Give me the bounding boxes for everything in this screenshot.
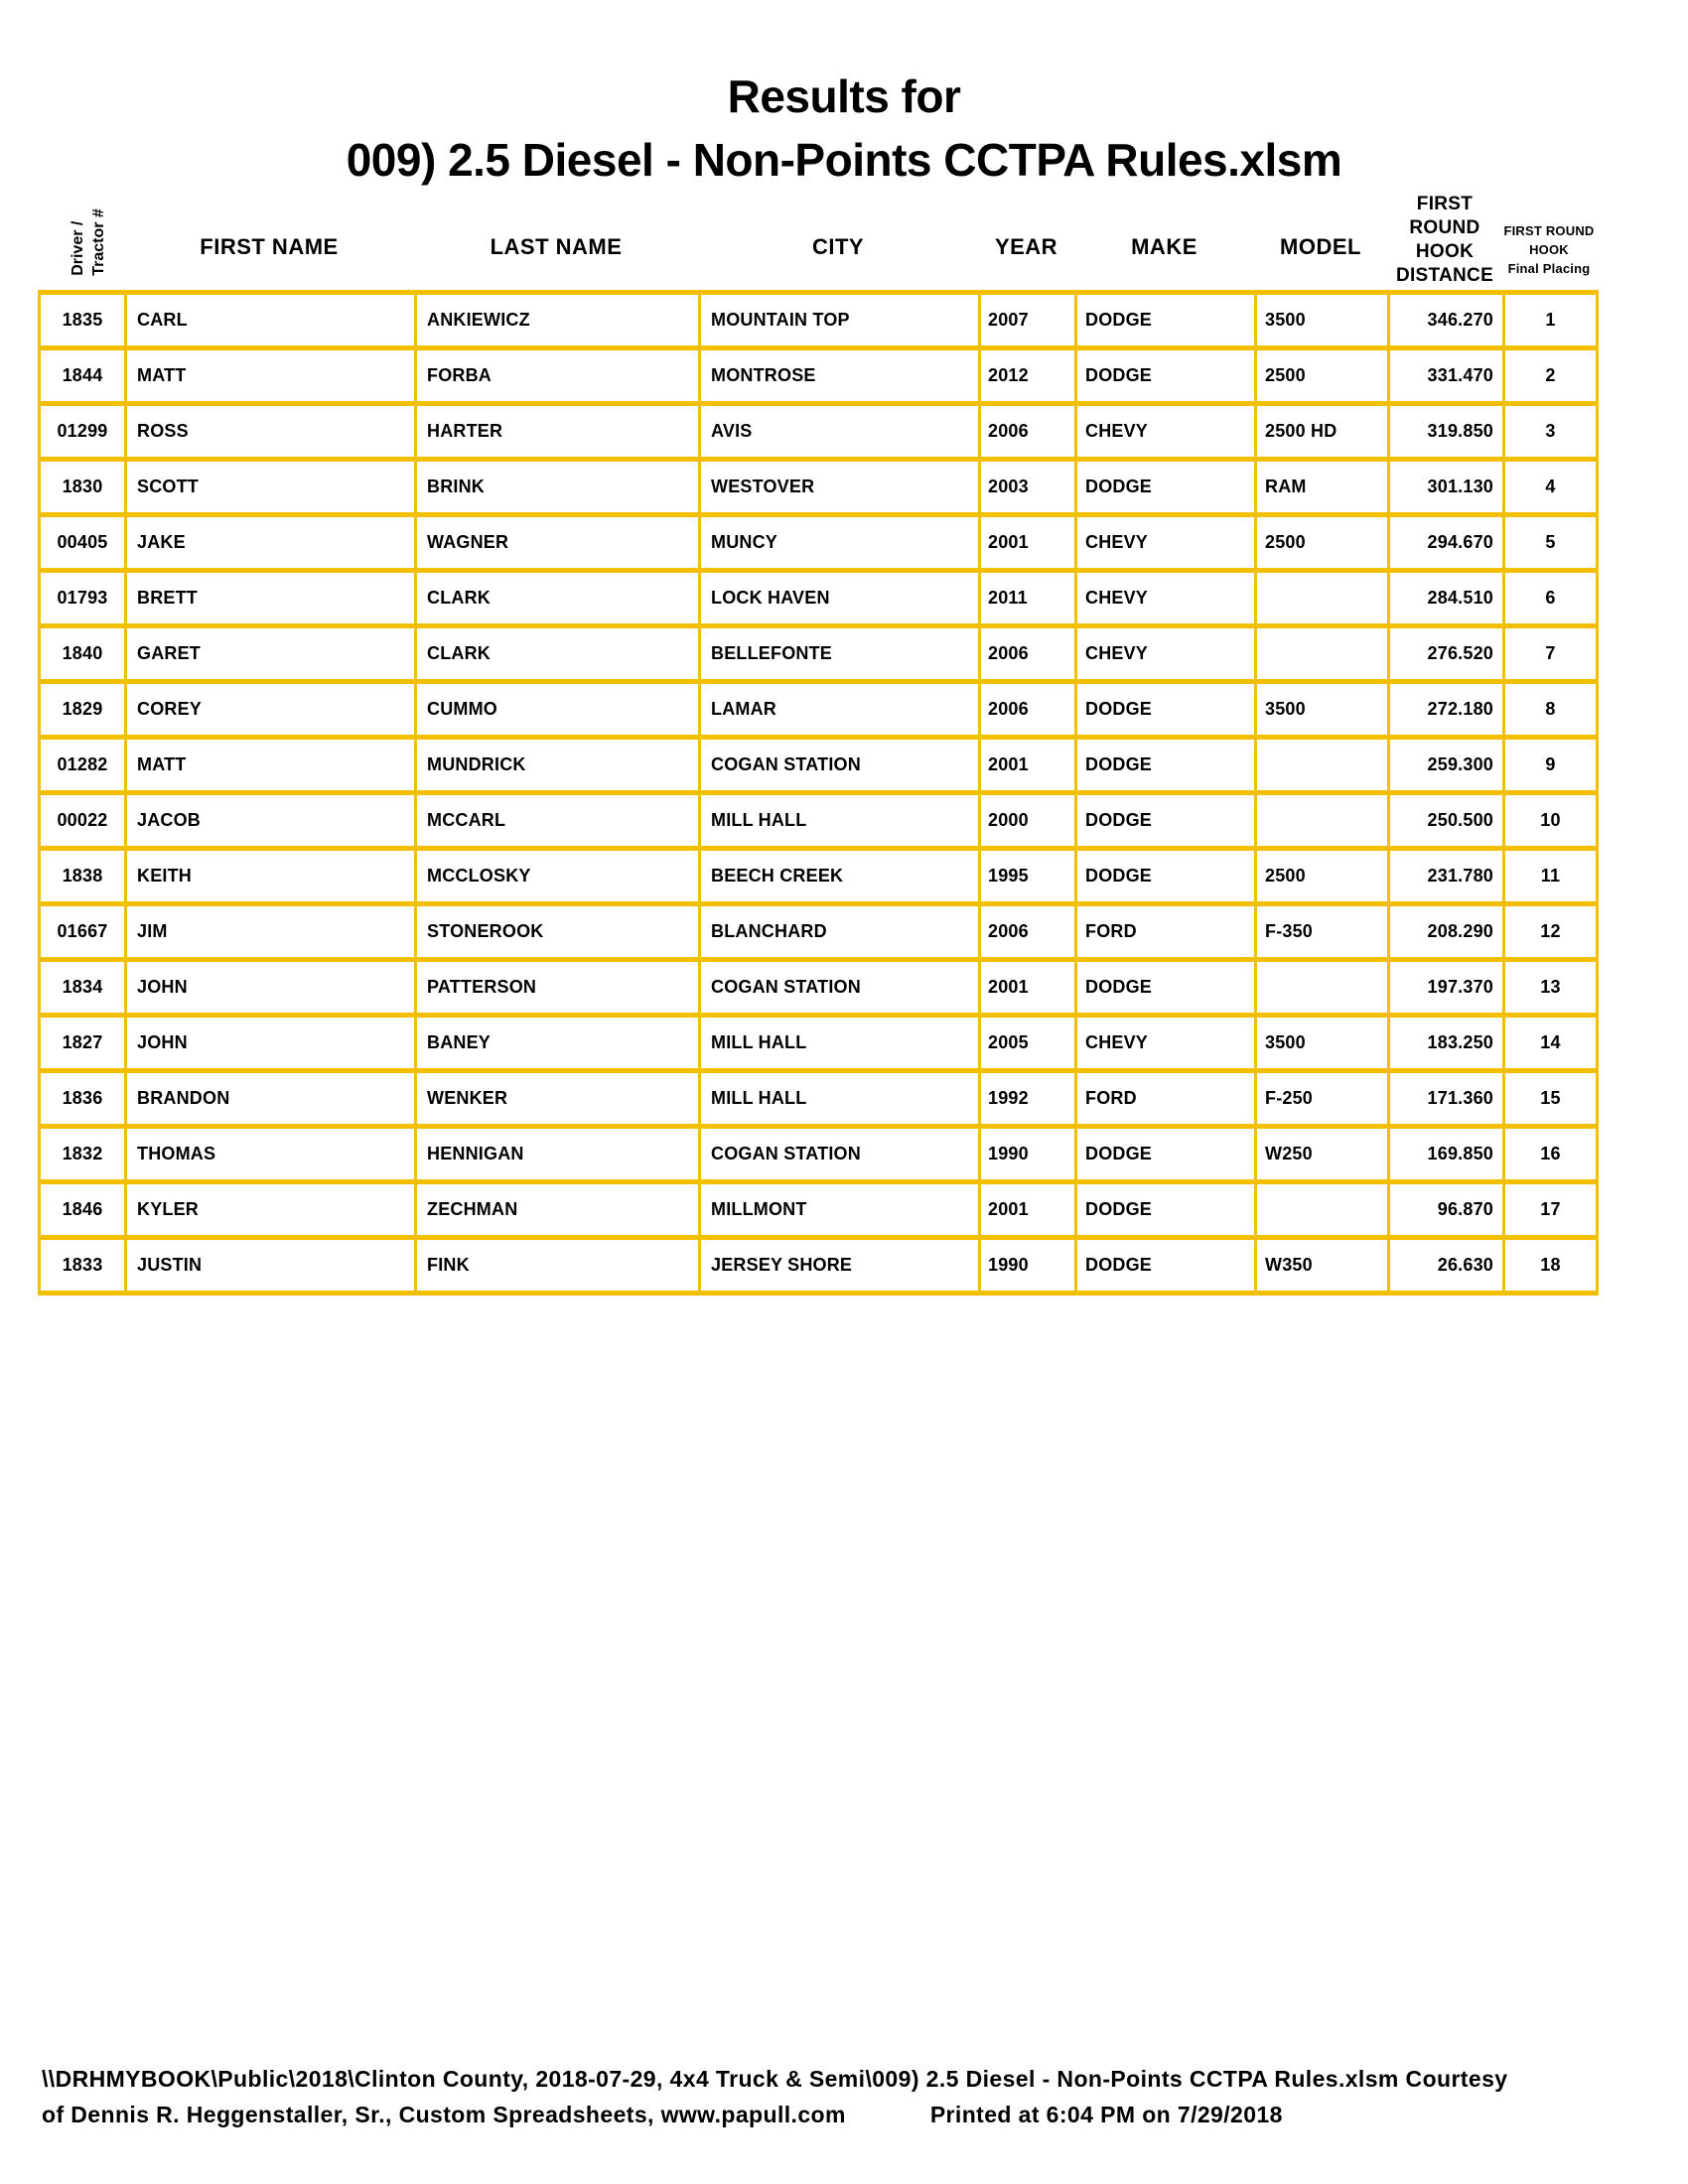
footer-credit-text: of Dennis R. Heggenstaller, Sr., Custom Spreadsheets, www.papull.com: [42, 2102, 846, 2127]
header-model: MODEL: [1280, 234, 1361, 259]
cell-last: FORBA: [416, 348, 700, 404]
cell-city: BEECH CREEK: [700, 849, 980, 904]
cell-make: CHEVY: [1076, 515, 1256, 571]
cell-placing: 13: [1504, 960, 1598, 1016]
cell-distance: 301.130: [1389, 460, 1504, 515]
header-first-name: FIRST NAME: [200, 234, 339, 259]
cell-model: 2500 HD: [1256, 404, 1389, 460]
cell-placing: 1: [1504, 293, 1598, 348]
cell-driver: 01299: [40, 404, 126, 460]
cell-distance: 294.670: [1389, 515, 1504, 571]
cell-make: DODGE: [1076, 849, 1256, 904]
cell-first: THOMAS: [126, 1127, 416, 1182]
cell-first: BRANDON: [126, 1071, 416, 1127]
header-first-round-hook-distance: [1387, 194, 1502, 290]
table-row: [40, 1016, 1598, 1071]
table-row: [40, 960, 1598, 1016]
table-row: [40, 348, 1598, 404]
cell-year: 2011: [980, 571, 1076, 626]
cell-model: 2500: [1256, 348, 1389, 404]
cell-model: 3500: [1256, 1016, 1389, 1071]
cell-placing: 18: [1504, 1238, 1598, 1294]
cell-placing: 5: [1504, 515, 1598, 571]
table-row: [40, 626, 1598, 682]
cell-first: JAKE: [126, 515, 416, 571]
cell-last: CUMMO: [416, 682, 700, 738]
cell-city: MUNCY: [700, 515, 980, 571]
cell-placing: 14: [1504, 1016, 1598, 1071]
driver-label-line2: Tractor #: [89, 207, 107, 276]
cell-city: MILLMONT: [700, 1182, 980, 1238]
cell-make: FORD: [1076, 904, 1256, 960]
header-driver-tractor: [38, 194, 124, 290]
header-make: MAKE: [1131, 234, 1197, 259]
cell-city: MILL HALL: [700, 793, 980, 849]
header-year: YEAR: [994, 234, 1058, 259]
cell-last: HARTER: [416, 404, 700, 460]
table-header-row: [38, 194, 1600, 290]
cell-placing: 11: [1504, 849, 1598, 904]
cell-distance: 183.250: [1389, 1016, 1504, 1071]
page-title: Results for: [727, 70, 961, 122]
cell-make: DODGE: [1076, 1238, 1256, 1294]
cell-make: CHEVY: [1076, 626, 1256, 682]
cell-year: 2000: [980, 793, 1076, 849]
cell-city: LAMAR: [700, 682, 980, 738]
cell-first: MATT: [126, 348, 416, 404]
header-city: CITY: [811, 234, 865, 259]
cell-driver: 1827: [40, 1016, 126, 1071]
cell-driver: 1838: [40, 849, 126, 904]
cell-first: MATT: [126, 738, 416, 793]
footer-credit-line: [42, 2097, 1507, 2132]
cell-last: ZECHMAN: [416, 1182, 700, 1238]
cell-year: 2005: [980, 1016, 1076, 1071]
cell-placing: 15: [1504, 1071, 1598, 1127]
cell-distance: 272.180: [1389, 682, 1504, 738]
cell-model: 3500: [1256, 682, 1389, 738]
cell-model: [1256, 738, 1389, 793]
cell-placing: 16: [1504, 1127, 1598, 1182]
cell-first: CARL: [126, 293, 416, 348]
cell-year: 1992: [980, 1071, 1076, 1127]
cell-model: 2500: [1256, 849, 1389, 904]
cell-city: MILL HALL: [700, 1016, 980, 1071]
table-row: [40, 571, 1598, 626]
cell-last: STONEROOK: [416, 904, 700, 960]
table-row: [40, 904, 1598, 960]
cell-first: KYLER: [126, 1182, 416, 1238]
cell-placing: 7: [1504, 626, 1598, 682]
cell-first: KEITH: [126, 849, 416, 904]
table-row: [40, 293, 1598, 348]
footer-printed-timestamp: Printed at 6:04 PM on 7/29/2018: [929, 2102, 1283, 2127]
table-row: [40, 793, 1598, 849]
cell-placing: 6: [1504, 571, 1598, 626]
cell-placing: 9: [1504, 738, 1598, 793]
cell-distance: 346.270: [1389, 293, 1504, 348]
table-row: [40, 404, 1598, 460]
cell-year: 2003: [980, 460, 1076, 515]
cell-city: COGAN STATION: [700, 960, 980, 1016]
cell-make: DODGE: [1076, 460, 1256, 515]
cell-distance: 169.850: [1389, 1127, 1504, 1182]
cell-distance: 197.370: [1389, 960, 1504, 1016]
cell-model: W350: [1256, 1238, 1389, 1294]
cell-last: MCCLOSKY: [416, 849, 700, 904]
cell-year: 2001: [980, 738, 1076, 793]
cell-year: 1990: [980, 1127, 1076, 1182]
table-row: [40, 738, 1598, 793]
cell-driver: 00022: [40, 793, 126, 849]
cell-city: BLANCHARD: [700, 904, 980, 960]
cell-distance: 26.630: [1389, 1238, 1504, 1294]
cell-year: 2001: [980, 515, 1076, 571]
cell-model: W250: [1256, 1127, 1389, 1182]
cell-distance: 96.870: [1389, 1182, 1504, 1238]
cell-first: JACOB: [126, 793, 416, 849]
cell-city: COGAN STATION: [700, 1127, 980, 1182]
cell-city: MOUNTAIN TOP: [700, 293, 980, 348]
table-row: [40, 460, 1598, 515]
cell-make: FORD: [1076, 1071, 1256, 1127]
cell-distance: 231.780: [1389, 849, 1504, 904]
cell-model: F-350: [1256, 904, 1389, 960]
cell-city: WESTOVER: [700, 460, 980, 515]
cell-distance: 276.520: [1389, 626, 1504, 682]
cell-make: DODGE: [1076, 348, 1256, 404]
cell-model: RAM: [1256, 460, 1389, 515]
cell-make: CHEVY: [1076, 571, 1256, 626]
cell-model: [1256, 793, 1389, 849]
cell-year: 2001: [980, 960, 1076, 1016]
cell-first: COREY: [126, 682, 416, 738]
cell-driver: 01667: [40, 904, 126, 960]
cell-driver: 01282: [40, 738, 126, 793]
cell-make: DODGE: [1076, 1127, 1256, 1182]
cell-driver: 1836: [40, 1071, 126, 1127]
cell-distance: 250.500: [1389, 793, 1504, 849]
cell-driver: 1846: [40, 1182, 126, 1238]
cell-first: JIM: [126, 904, 416, 960]
cell-last: HENNIGAN: [416, 1127, 700, 1182]
table-row: [40, 682, 1598, 738]
footer-path-line: \\DRHMYBOOK\Public\2018\Clinton County, 2018-07-29, 4x4 Truck & Semi\009) 2.5 Diesel - Non-Points CCTPA Rules.xlsm Courtesy: [42, 2066, 1508, 2092]
cell-last: MCCARL: [416, 793, 700, 849]
cell-year: 2012: [980, 348, 1076, 404]
cell-placing: 4: [1504, 460, 1598, 515]
table-row: [40, 1071, 1598, 1127]
cell-first: JUSTIN: [126, 1238, 416, 1294]
cell-last: BANEY: [416, 1016, 700, 1071]
cell-distance: 284.510: [1389, 571, 1504, 626]
cell-driver: 1830: [40, 460, 126, 515]
cell-model: [1256, 1182, 1389, 1238]
table-row: [40, 849, 1598, 904]
driver-tractor-label: [68, 208, 109, 276]
cell-model: [1256, 626, 1389, 682]
cell-make: DODGE: [1076, 293, 1256, 348]
cell-placing: 8: [1504, 682, 1598, 738]
cell-last: CLARK: [416, 571, 700, 626]
table-row: [40, 1182, 1598, 1238]
cell-make: DODGE: [1076, 738, 1256, 793]
cell-first: GARET: [126, 626, 416, 682]
cell-distance: 171.360: [1389, 1071, 1504, 1127]
cell-distance: 331.470: [1389, 348, 1504, 404]
cell-year: 2007: [980, 293, 1076, 348]
cell-last: WENKER: [416, 1071, 700, 1127]
cell-make: DODGE: [1076, 682, 1256, 738]
table-row: [40, 1238, 1598, 1294]
cell-driver: 1833: [40, 1238, 126, 1294]
cell-distance: 319.850: [1389, 404, 1504, 460]
cell-city: AVIS: [700, 404, 980, 460]
cell-driver: 1834: [40, 960, 126, 1016]
cell-model: [1256, 960, 1389, 1016]
cell-distance: 259.300: [1389, 738, 1504, 793]
cell-placing: 10: [1504, 793, 1598, 849]
cell-last: WAGNER: [416, 515, 700, 571]
cell-city: BELLEFONTE: [700, 626, 980, 682]
file-title: 009) 2.5 Diesel - Non-Points CCTPA Rules.xlsm: [346, 134, 1342, 186]
cell-make: DODGE: [1076, 1182, 1256, 1238]
cell-last: CLARK: [416, 626, 700, 682]
cell-make: CHEVY: [1076, 404, 1256, 460]
cell-driver: 1832: [40, 1127, 126, 1182]
cell-distance: 208.290: [1389, 904, 1504, 960]
cell-make: CHEVY: [1076, 1016, 1256, 1071]
placing-header-lines: FIRST ROUND HOOK Final Placing: [1503, 223, 1595, 276]
cell-year: 2006: [980, 626, 1076, 682]
cell-placing: 2: [1504, 348, 1598, 404]
page-footer: [42, 2061, 1507, 2132]
cell-city: MILL HALL: [700, 1071, 980, 1127]
cell-placing: 3: [1504, 404, 1598, 460]
cell-driver: 1844: [40, 348, 126, 404]
cell-year: 2006: [980, 404, 1076, 460]
cell-driver: 01793: [40, 571, 126, 626]
cell-last: PATTERSON: [416, 960, 700, 1016]
cell-model: F-250: [1256, 1071, 1389, 1127]
cell-placing: 17: [1504, 1182, 1598, 1238]
cell-city: MONTROSE: [700, 348, 980, 404]
cell-make: DODGE: [1076, 793, 1256, 849]
cell-first: SCOTT: [126, 460, 416, 515]
table-row: [40, 515, 1598, 571]
cell-placing: 12: [1504, 904, 1598, 960]
cell-city: LOCK HAVEN: [700, 571, 980, 626]
cell-year: 1990: [980, 1238, 1076, 1294]
cell-last: FINK: [416, 1238, 700, 1294]
header-first-round-hook-final-placing: [1502, 194, 1596, 290]
cell-city: COGAN STATION: [700, 738, 980, 793]
cell-driver: 1829: [40, 682, 126, 738]
cell-city: JERSEY SHORE: [700, 1238, 980, 1294]
cell-last: MUNDRICK: [416, 738, 700, 793]
cell-year: 1995: [980, 849, 1076, 904]
cell-last: ANKIEWICZ: [416, 293, 700, 348]
cell-driver: 1840: [40, 626, 126, 682]
cell-last: BRINK: [416, 460, 700, 515]
cell-year: 2006: [980, 682, 1076, 738]
header-last-name: LAST NAME: [490, 234, 623, 259]
driver-label-line1: Driver /: [69, 220, 86, 276]
cell-make: DODGE: [1076, 960, 1256, 1016]
cell-driver: 1835: [40, 293, 126, 348]
results-table: [38, 290, 1599, 1296]
table-row: [40, 1127, 1598, 1182]
cell-model: 2500: [1256, 515, 1389, 571]
cell-first: JOHN: [126, 960, 416, 1016]
cell-driver: 00405: [40, 515, 126, 571]
cell-first: ROSS: [126, 404, 416, 460]
cell-first: BRETT: [126, 571, 416, 626]
cell-year: 2006: [980, 904, 1076, 960]
cell-first: JOHN: [126, 1016, 416, 1071]
cell-year: 2001: [980, 1182, 1076, 1238]
cell-model: 3500: [1256, 293, 1389, 348]
results-table-body: [40, 293, 1598, 1294]
distance-header-lines: FIRST ROUND HOOK DISTANCE: [1395, 194, 1494, 286]
cell-model: [1256, 571, 1389, 626]
